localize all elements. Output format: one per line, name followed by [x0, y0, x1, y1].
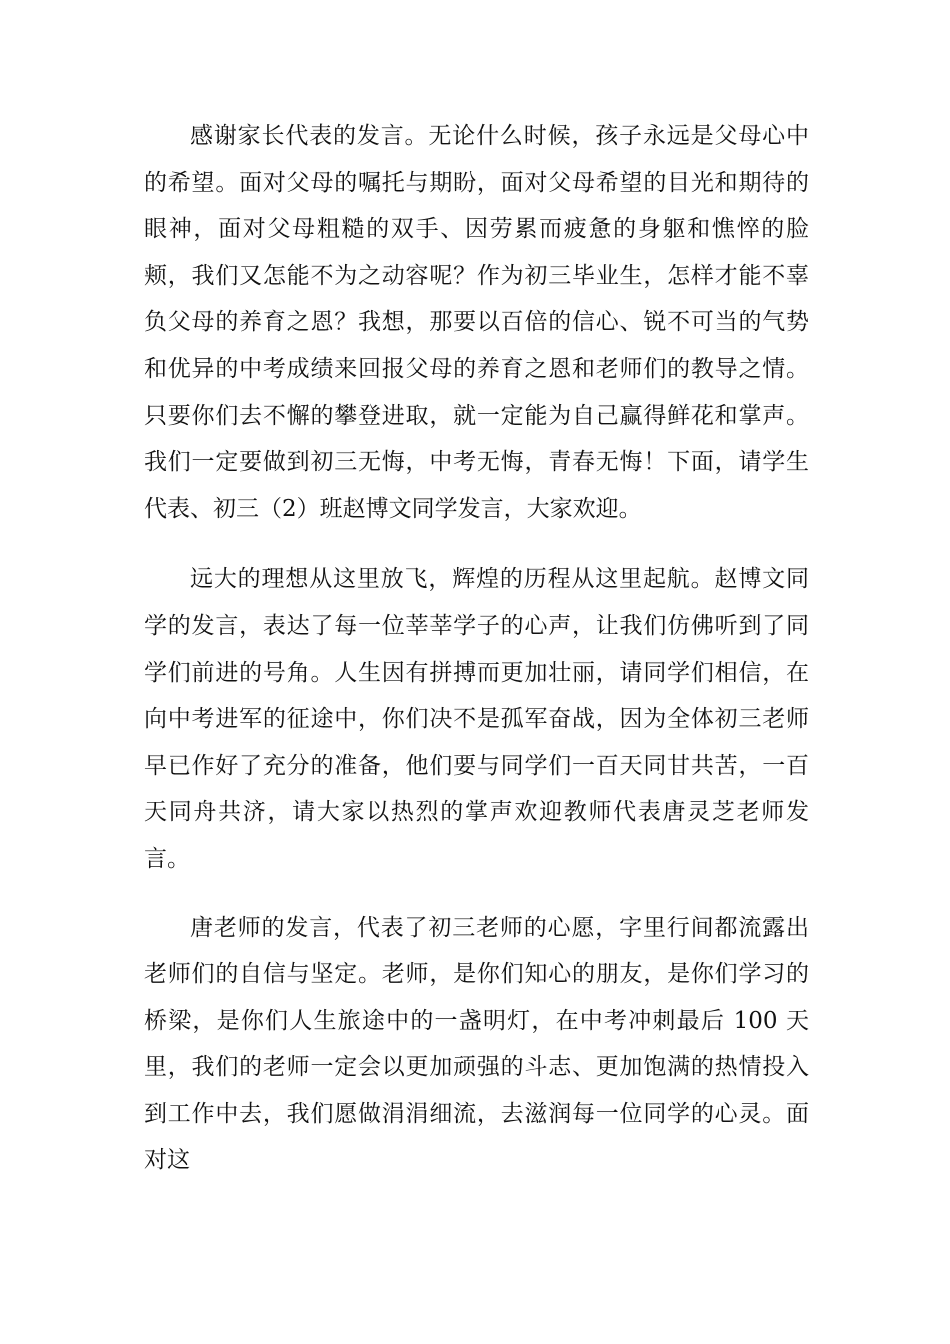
paragraph-2: 远大的理想从这里放飞，辉煌的历程从这里起航。赵博文同学的发言，表达了每一位莘莘学子的心声，让我们仿佛听到了同学们前进的号角。人生因有拼搏而更加壮丽，请同学们相信，在向中考进军的征途中，你们决不是孤军奋战，因为全体初三老师早已作好了充分的准备，他们要与同学们一百天同甘共苦，一百天同舟共济，请大家以热烈的掌声欢迎教师代表唐灵芝老师发言。 — [144, 566, 809, 872]
document-body — [144, 113, 809, 1208]
paragraph-3: 唐老师的发言，代表了初三老师的心愿，字里行间都流露出老师们的自信与坚定。老师，是你们知心的朋友，是你们学习的桥梁，是你们人生旅途中的一盏明灯，在中考冲刺最后 100 天里，我们的老师一定会以更加顽强的斗志、更加饱满的热情投入到工作中去，我们愿做涓涓细流，去滋润每一位同学的心灵。面对这 — [144, 914, 809, 1174]
paragraph-1: 感谢家长代表的发言。无论什么时候，孩子永远是父母心中的希望。面对父母的嘱托与期盼，面对父母希望的目光和期待的眼神，面对父母粗糙的双手、因劳累而疲惫的身躯和憔悴的脸颊，我们又怎能不为之动容呢？作为初三毕业生，怎样才能不辜负父母的养育之恩？我想，那要以百倍的信心、锐不可当的气势和优异的中考成绩来回报父母的养育之恩和老师们的教导之情。只要你们去不懈的攀登进取，就一定能为自己赢得鲜花和掌声。我们一定要做到初三无悔，中考无悔，青春无悔！下面，请学生代表、初三（2）班赵博文同学发言，大家欢迎。 — [144, 123, 809, 522]
